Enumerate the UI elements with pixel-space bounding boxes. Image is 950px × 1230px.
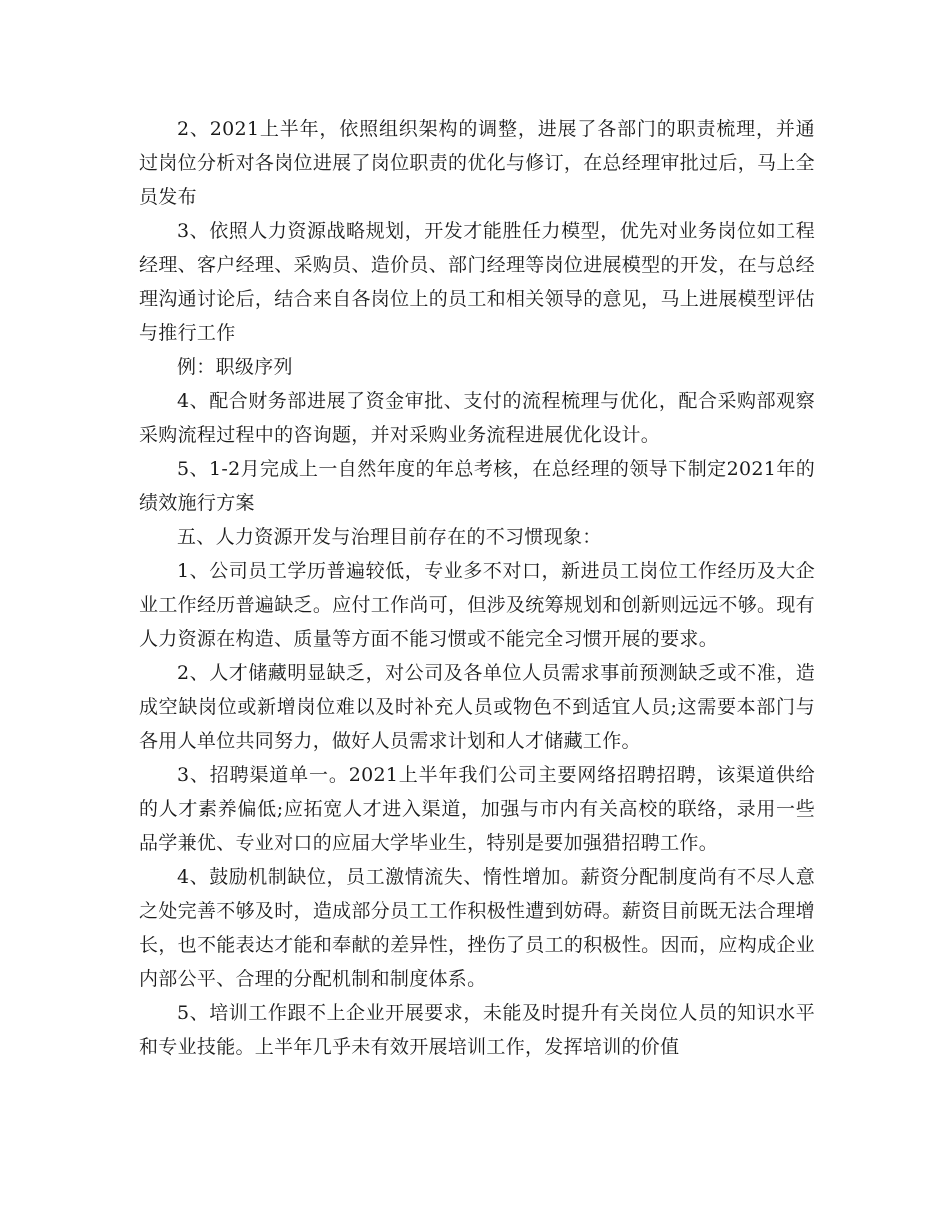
paragraph-3: 例：职级序列 [177,356,293,378]
paragraph-2: 3、依照人力资源战略规划，开发才能胜任力模型，优先对业务岗位如工程经理、客户经理、采购员、造价员、部门经理等岗位进展模型的开发，在与总经理沟通讨论后，结合来自各岗位上的员工和相关领导的意见，马上进展模型评估与推行工作 [139,220,815,344]
paragraph-1: 2、2021上半年，依照组织架构的调整，进展了各部门的职责梳理，并通过岗位分析对各岗位进展了岗位职责的优化与修订，在总经理审批过后，马上全员发布 [139,118,815,208]
document-body [139,112,815,1064]
paragraph-6: 1、公司员工学历普遍较低，专业多不对口，新进员工岗位工作经历及大企业工作经历普遍缺乏。应付工作尚可，但涉及统筹规划和创新则远远不够。现有人力资源在构造、质量等方面不能习惯或不能完全习惯开展的要求。 [139,560,815,650]
paragraph-9: 4、鼓励机制缺位，员工激情流失、惰性增加。薪资分配制度尚有不尽人意之处完善不够及时，造成部分员工工作积极性遭到妨碍。薪资目前既无法合理增长，也不能表达才能和奉献的差异性，挫伤了员工的积极性。因而，应构成企业内部公平、合理的分配机制和制度体系。 [139,866,815,990]
paragraph-10: 5、培训工作跟不上企业开展要求，未能及时提升有关岗位人员的知识水平和专业技能。上半年几乎未有效开展培训工作，发挥培训的价值 [139,1002,815,1058]
paragraph-4: 4、配合财务部进展了资金审批、支付的流程梳理与优化，配合采购部观察采购流程过程中的咨询题，并对采购业务流程进展优化设计。 [139,390,815,446]
paragraph-8: 3、招聘渠道单一。2021上半年我们公司主要网络招聘招聘，该渠道供给的人才素养偏低;应拓宽人才进入渠道，加强与市内有关高校的联络，录用一些品学兼优、专业对口的应届大学毕业生，特别是要加强猎招聘工作。 [139,764,815,854]
paragraph-7: 2、人才储藏明显缺乏，对公司及各单位人员需求事前预测缺乏或不准，造成空缺岗位或新增岗位难以及时补充人员或物色不到适宜人员;这需要本部门与各用人单位共同努力，做好人员需求计划和人才储藏工作。 [139,662,815,752]
paragraph-5: 5、1-2月完成上一自然年度的年总考核，在总经理的领导下制定2021年的绩效施行方案 [139,458,815,514]
section-heading: 五、人力资源开发与治理目前存在的不习惯现象： [177,526,602,548]
